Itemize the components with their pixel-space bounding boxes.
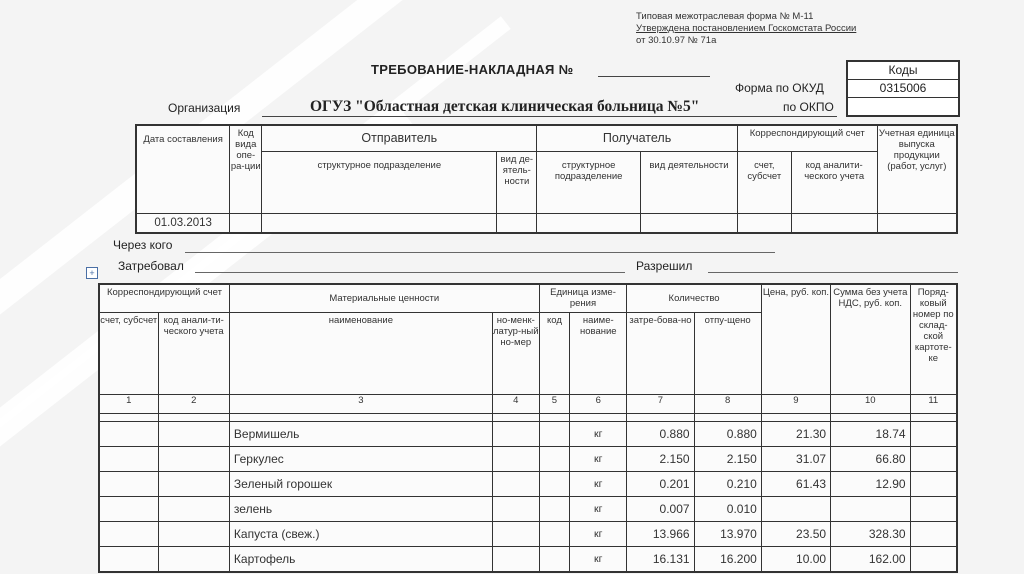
nomenclature-header: но-менк-латур-ный но-мер [492, 312, 539, 394]
organization-line [262, 116, 837, 117]
date-header: Дата составления [136, 125, 230, 213]
date-value: 01.03.2013 [136, 213, 230, 233]
table-row [99, 546, 957, 572]
item-requested: 0.007 [627, 496, 694, 521]
item-sum: 66.80 [831, 446, 910, 471]
item-sum: 12.90 [831, 471, 910, 496]
item-unit: кг [570, 521, 627, 546]
table-row [99, 471, 957, 496]
requested-line [195, 272, 625, 273]
sum-header: Сумма без учета НДС, руб. коп. [831, 284, 910, 394]
materials-table [98, 283, 958, 573]
sender-header: Отправитель [262, 125, 537, 151]
ordinal-header: Поряд-ковый номер по склад-ской картоте-ке [910, 284, 957, 394]
item-price: 61.43 [761, 471, 830, 496]
doc-number-line [598, 76, 710, 77]
sender-activity-value [497, 213, 537, 233]
approval-note: Утверждена постановлением Госкомстата России [636, 23, 857, 34]
expand-icon[interactable]: + [86, 267, 98, 279]
item-name: Картофель [229, 546, 492, 572]
item-sum: 18.74 [831, 421, 910, 446]
table-row [99, 521, 957, 546]
okpo-value [848, 98, 958, 115]
op-code-header: Код вида опе-ра-ции [230, 125, 262, 213]
item-unit: кг [570, 446, 627, 471]
name-header: наименование [229, 312, 492, 394]
op-code-value [230, 213, 262, 233]
item-price: 23.50 [761, 521, 830, 546]
item-price [761, 496, 830, 521]
item-price: 31.07 [761, 446, 830, 471]
col-number: 7 [627, 394, 694, 413]
document-title: ТРЕБОВАНИЕ-НАКЛАДНАЯ № [371, 62, 574, 77]
header-table [135, 124, 958, 234]
item-price: 21.30 [761, 421, 830, 446]
table-row [99, 496, 957, 521]
item-sum: 328.30 [831, 521, 910, 546]
unit-value [877, 213, 957, 233]
via-line [185, 252, 775, 253]
col-number: 10 [831, 394, 910, 413]
account-header: счет, субсчет [99, 312, 158, 394]
requested-header: затре-бова-но [627, 312, 694, 394]
spacer-row [99, 413, 957, 421]
form-type-note: Типовая межотраслевая форма № М-11 [636, 11, 814, 22]
item-unit: кг [570, 421, 627, 446]
col-number: 8 [694, 394, 761, 413]
col-number: 2 [158, 394, 229, 413]
item-released: 13.970 [694, 521, 761, 546]
col-number: 3 [229, 394, 492, 413]
accounting-unit-header: Учетная единица выпуска продукции (работ, услуг) [877, 125, 957, 213]
item-name: Капуста (свеж.) [229, 521, 492, 546]
okpo-label: по ОКПО [783, 100, 834, 114]
materials-header: Материальные ценности [229, 284, 539, 312]
item-sum [831, 496, 910, 521]
organization-label: Организация [168, 101, 241, 115]
receiver-struct-sub: структурное подразделение [537, 151, 641, 213]
organization-name: ОГУЗ "Областная детская клиническая больница №5" [310, 98, 700, 115]
sender-struct-value [262, 213, 497, 233]
item-requested: 13.966 [627, 521, 694, 546]
item-name: Геркулес [229, 446, 492, 471]
account-value [737, 213, 791, 233]
analytic-code: код аналити-ческого учета [791, 151, 877, 213]
quantity-header: Количество [627, 284, 762, 312]
receiver-header: Получатель [537, 125, 738, 151]
analytic-value [791, 213, 877, 233]
codes-label: Коды [848, 62, 958, 80]
released-header: отпу-щено [694, 312, 761, 394]
code-header: код [539, 312, 570, 394]
item-released: 16.200 [694, 546, 761, 572]
receiver-struct-value [537, 213, 641, 233]
unit-name-header: наиме-нование [570, 312, 627, 394]
unit-header: Единица изме-рения [539, 284, 627, 312]
item-name: зелень [229, 496, 492, 521]
codes-box [846, 60, 960, 117]
item-requested: 2.150 [627, 446, 694, 471]
column-numbers-row [99, 394, 957, 413]
item-requested: 0.880 [627, 421, 694, 446]
col-number: 1 [99, 394, 158, 413]
col-number: 9 [761, 394, 830, 413]
col-number: 11 [910, 394, 957, 413]
item-released: 0.210 [694, 471, 761, 496]
price-header: Цена, руб. коп. [761, 284, 830, 394]
item-sum: 162.00 [831, 546, 910, 572]
analytic-code-header: код анали-ти-ческого учета [158, 312, 229, 394]
item-requested: 0.201 [627, 471, 694, 496]
item-released: 0.880 [694, 421, 761, 446]
account-subaccount: счет, субсчет [737, 151, 791, 213]
item-price: 10.00 [761, 546, 830, 572]
receiver-activity: вид деятельности [641, 151, 738, 213]
okud-label: Форма по ОКУД [735, 81, 824, 95]
via-label: Через кого [113, 238, 173, 252]
receiver-activity-value [641, 213, 738, 233]
item-released: 2.150 [694, 446, 761, 471]
approval-date-note: от 30.10.97 № 71а [636, 35, 717, 46]
sender-struct-sub: структурное подразделение [262, 151, 497, 213]
item-requested: 16.131 [627, 546, 694, 572]
allowed-label: Разрешил [636, 259, 693, 273]
sender-activity: вид де-ятель-ности [497, 151, 537, 213]
requested-label: Затребовал [118, 259, 184, 273]
okud-value: 0315006 [848, 80, 958, 98]
item-released: 0.010 [694, 496, 761, 521]
item-unit: кг [570, 471, 627, 496]
allowed-line [708, 272, 958, 273]
item-unit: кг [570, 496, 627, 521]
col-number: 4 [492, 394, 539, 413]
corr-account-header: Корреспондирующий счет [99, 284, 229, 312]
item-name: Зеленый горошек [229, 471, 492, 496]
item-unit: кг [570, 546, 627, 572]
col-number: 5 [539, 394, 570, 413]
corr-account-header: Корреспондирующий счет [737, 125, 877, 151]
col-number: 6 [570, 394, 627, 413]
table-row [99, 446, 957, 471]
item-name: Вермишель [229, 421, 492, 446]
table-row [99, 421, 957, 446]
